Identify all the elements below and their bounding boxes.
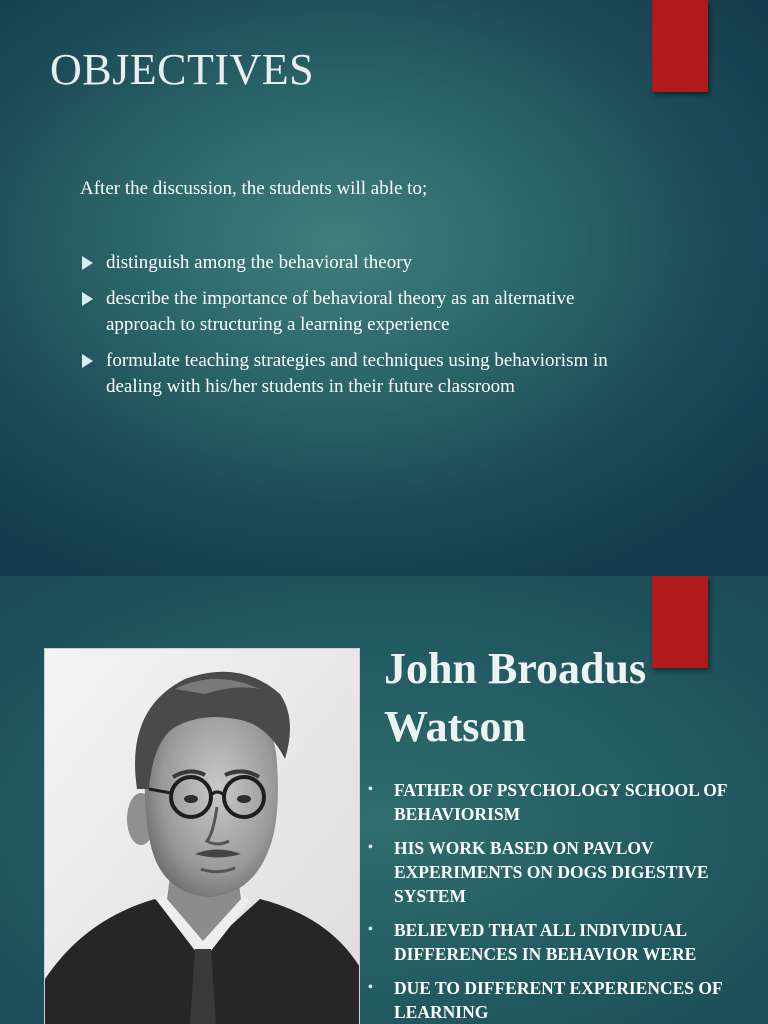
triangle-arrow-icon [82, 354, 93, 368]
facts-list [368, 778, 748, 1024]
fact-item [368, 778, 748, 826]
objective-item [78, 348, 638, 400]
objective-text: describe the importance of behavioral theory as an alternative approach to structuring a learning experience [106, 288, 575, 335]
slide-title: John Broadus Watson [384, 644, 647, 751]
triangle-arrow-icon [82, 256, 93, 270]
fact-text: BELIEVED THAT ALL INDIVIDUAL DIFFERENCES IN BEHAVIOR WERE [394, 920, 697, 964]
dot-icon: • [368, 922, 373, 937]
red-accent-tab [652, 0, 708, 92]
objective-item [78, 286, 638, 338]
fact-item [368, 976, 748, 1024]
fact-text: FATHER OF PSYCHOLOGY SCHOOL OF BEHAVIORISM [394, 780, 727, 824]
portrait-photo [44, 648, 360, 1024]
slide-watson [0, 576, 768, 1024]
objective-text: distinguish among the behavioral theory [106, 252, 413, 273]
dot-icon: • [368, 980, 373, 995]
dot-icon: • [368, 840, 373, 855]
fact-item [368, 918, 748, 966]
dot-icon: • [368, 782, 373, 797]
portrait-illustration [45, 649, 360, 1024]
fact-text: HIS WORK BASED ON PAVLOV EXPERIMENTS ON DOGS DIGESTIVE SYSTEM [394, 838, 709, 906]
fact-item [368, 836, 748, 908]
objective-text: formulate teaching strategies and techniques using behaviorism in dealing with his/her students in their future classroom [106, 350, 608, 397]
fact-text: DUE TO DIFFERENT EXPERIENCES OF LEARNING [394, 978, 723, 1022]
triangle-arrow-icon [82, 292, 93, 306]
slide-title: OBJECTIVES [50, 45, 315, 94]
intro-text: After the discussion, the students will able to; [80, 178, 428, 199]
objectives-list [78, 250, 638, 410]
objective-item [78, 250, 638, 276]
